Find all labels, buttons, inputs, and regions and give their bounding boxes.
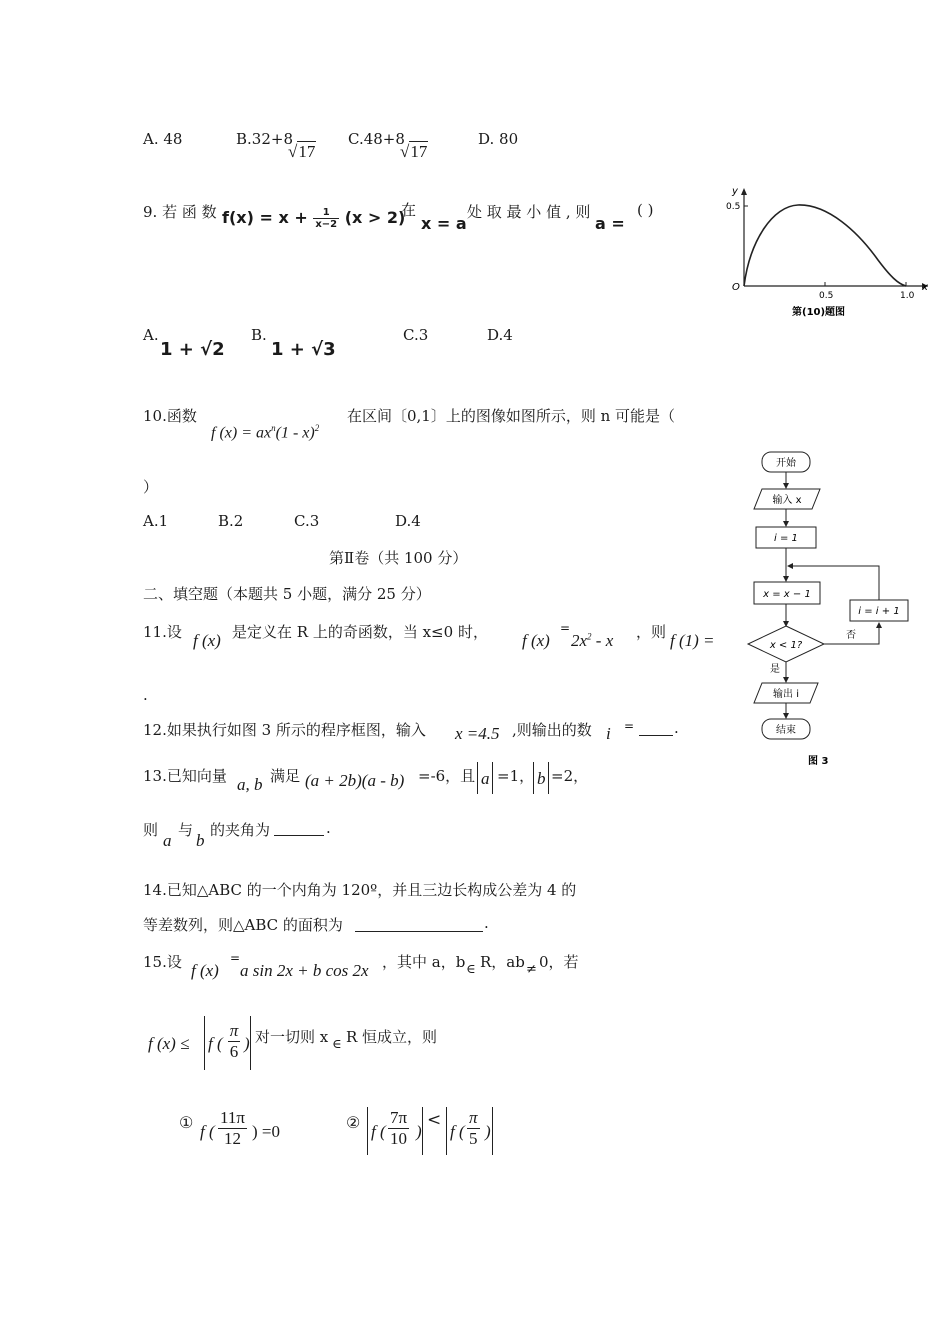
q15-zero: 0，若 (539, 953, 579, 971)
q10-option-d: D.4 (395, 512, 421, 530)
y-axis-arrow-icon (741, 188, 747, 195)
q12-answer-blank[interactable] (639, 735, 673, 736)
q13-b: b (537, 769, 546, 788)
q15-r: R，ab (480, 953, 525, 971)
q11-text: 是定义在 R 上的奇函数，当 x≤0 时， (232, 623, 488, 641)
q8-option-c: C.48+8 (348, 130, 405, 148)
q15-abs-bar (492, 1107, 493, 1155)
flow-increment-label: i = i + 1 (858, 606, 900, 617)
flow-init-label: i = 1 (774, 533, 798, 544)
q8-option-c-radical: √17 (400, 142, 428, 161)
graph-caption: 第(10)题图 (792, 307, 846, 318)
q10-rest: 在区间〔0,1〕上的图像如图所示，则 n 可能是（ (347, 407, 676, 425)
flow-input-label: 输入 x (772, 495, 802, 506)
q9-x-eq-a: x = a (421, 214, 467, 233)
x-tick-label: 1.0 (900, 291, 915, 301)
q15-expr: a sin 2x + b cos 2x (240, 961, 369, 980)
q9-mid: 处 取 最 小 值 , 则 (467, 203, 591, 221)
q9-option-a-label: A. (143, 326, 159, 344)
q12-text: 12.如果执行如图 3 所示的程序框图，输入 (143, 721, 426, 739)
q13-line2-start: 则 (143, 821, 159, 839)
x-tick-label: 0.5 (819, 291, 834, 301)
q10-stem: 10.函数 (143, 407, 197, 425)
q13-abs-bar (492, 762, 493, 794)
q10-graph (728, 180, 938, 325)
fill-blank-heading: 二、填空题（本题共 5 小题，满分 25 分） (143, 585, 431, 603)
flow-update-label: x = x − 1 (763, 589, 811, 600)
q9-option-c: C.3 (403, 326, 429, 344)
q8-option-b-radical: √17 (288, 142, 316, 161)
q15-c1-mark: ① (179, 1113, 194, 1132)
q14-line2: 等差数列，则△ABC 的面积为 (143, 916, 343, 934)
q12-i: i (606, 724, 611, 743)
q13-text: 13.已知向量 (143, 767, 227, 785)
q13-answer-blank[interactable] (274, 835, 324, 836)
y-axis-label: y (732, 186, 738, 197)
q9-option-b-label: B. (251, 326, 267, 344)
q10-close: ） (143, 478, 159, 496)
q15-c2-f: f ( (371, 1122, 386, 1141)
q12-rest: ,则输出的数 (512, 721, 592, 739)
q15-abs-bar (446, 1107, 447, 1155)
q15-c2-frac2: $\frac{\pi}{5}$ (469, 1108, 478, 1148)
q9-option-d: D.4 (487, 326, 513, 344)
q15-l2-frac: $\frac{\pi}{6}$ (229, 1021, 239, 1061)
flow-yes-label: 是 (770, 664, 780, 675)
q15-c1-f: f ( (200, 1122, 215, 1141)
q13-abs-bar (477, 762, 478, 794)
q15-in: ∈ (466, 962, 476, 977)
q13-sat: 满足 (270, 767, 301, 785)
q10-option-c: C.3 (294, 512, 320, 530)
q15-l2-fx: f (x) ≤ (148, 1034, 190, 1053)
q11-then: ，则 (636, 623, 667, 641)
q11-dot: . (143, 686, 148, 704)
q15-abs-bar (367, 1107, 368, 1155)
q9-option-b-value: 1 + √3 (271, 339, 336, 360)
flow-output-label: 输出 i (773, 689, 799, 700)
flowchart-caption: 图 3 (808, 756, 829, 767)
q15-c1-frac: $\frac{11\pi}{12}$ (220, 1108, 245, 1148)
q15-c1-rest: ) =0 (252, 1122, 280, 1141)
q15-c2-mark: ② (346, 1113, 361, 1132)
y-tick-label: 0.5 (726, 202, 741, 212)
q8-option-a: A. 48 (143, 130, 183, 148)
q15-l2-f: f ( (208, 1034, 223, 1053)
q11-fx2: f (x) (522, 631, 550, 650)
q14-answer-blank[interactable] (355, 931, 483, 932)
flow-no-label: 否 (846, 630, 856, 641)
q15-abs-bar (250, 1016, 251, 1070)
q15-lt: < (427, 1110, 442, 1130)
section-title: 第Ⅱ卷（共 100 分） (329, 549, 468, 567)
origin-label: O (732, 282, 740, 293)
q12-end: . (674, 719, 679, 737)
q10-option-a: A.1 (143, 512, 169, 530)
q13-a-value: =1， (497, 767, 535, 785)
q15-l2-text: 对一切则 x (255, 1028, 329, 1046)
q11-f1: f (1) = (670, 631, 715, 650)
q9-answer-paren: ( ) (637, 201, 654, 219)
q13-yu: 与 (178, 821, 194, 839)
q11-fx: f (x) (193, 631, 221, 650)
q15-abs-bar (422, 1107, 423, 1155)
q14-line1: 14.已知△ABC 的一个内角为 120º，并且三边长构成公差为 4 的 (143, 881, 577, 899)
q13-abs-bar (533, 762, 534, 794)
flow-start-label: 开始 (776, 458, 796, 469)
q13-b-value: =2， (551, 767, 589, 785)
q9-a-eq: a = (595, 214, 625, 233)
q15-l2-in: ∈ (332, 1037, 342, 1052)
q13-line2-rest: 的夹角为 (210, 821, 271, 839)
q9-zai: 在 (401, 201, 417, 219)
x-axis-label: x (922, 282, 928, 293)
q9-option-a-value: 1 + √2 (160, 339, 225, 360)
q15-c2-frac: $\frac{7\pi}{10}$ (390, 1108, 408, 1148)
q13-end: . (326, 819, 331, 837)
curve (744, 205, 906, 286)
flow-end-label: 结束 (776, 725, 796, 736)
q11-eq: = (560, 621, 571, 635)
q13-ab: a, b (237, 775, 263, 794)
q13-a: a (481, 769, 490, 788)
q10-option-b: B.2 (218, 512, 244, 530)
q15-l2-close: ) (244, 1034, 250, 1053)
flowchart (740, 448, 925, 773)
q12-eq: = (624, 719, 635, 733)
q15-cond: ，其中 a，b (382, 953, 466, 971)
q15-c2-close2: ) (485, 1122, 491, 1141)
flow-decision-label: x < 1? (769, 640, 803, 651)
q15-abs-bar (204, 1016, 205, 1070)
q15-label: 15.设 (143, 953, 182, 971)
q11-expr: $2x^2$ - x (571, 631, 614, 650)
q15-fx: f (x) (191, 961, 219, 980)
q8-option-b: B.32+8 (236, 130, 293, 148)
q15-c2-f2: f ( (450, 1122, 465, 1141)
q9-stem: 9. 若 函 数 (143, 203, 217, 221)
q8-option-d: D. 80 (478, 130, 519, 148)
q13-vec-a: a (163, 831, 172, 850)
q10-formula: f $(x) = ax^n(1 - x)^2$ (211, 423, 320, 442)
q13-eq: =-6，且 (418, 767, 476, 785)
q15-eq: = (230, 951, 241, 965)
q14-end: . (484, 914, 489, 932)
q15-l2-rest: R 恒成立，则 (346, 1028, 438, 1046)
q15-ne: ≠ (526, 962, 537, 977)
q12-x: x =4.5 (455, 724, 500, 743)
q9-function: f(x) = x + $\frac{1}{x-2}$ (x > 2) (222, 207, 406, 230)
q13-expr: (a + 2b)(a - b) (305, 771, 405, 790)
q13-abs-bar (548, 762, 549, 794)
q13-vec-b: b (196, 831, 205, 850)
q15-c2-close: ) (416, 1122, 422, 1141)
q11-label: 11.设 (143, 623, 182, 641)
